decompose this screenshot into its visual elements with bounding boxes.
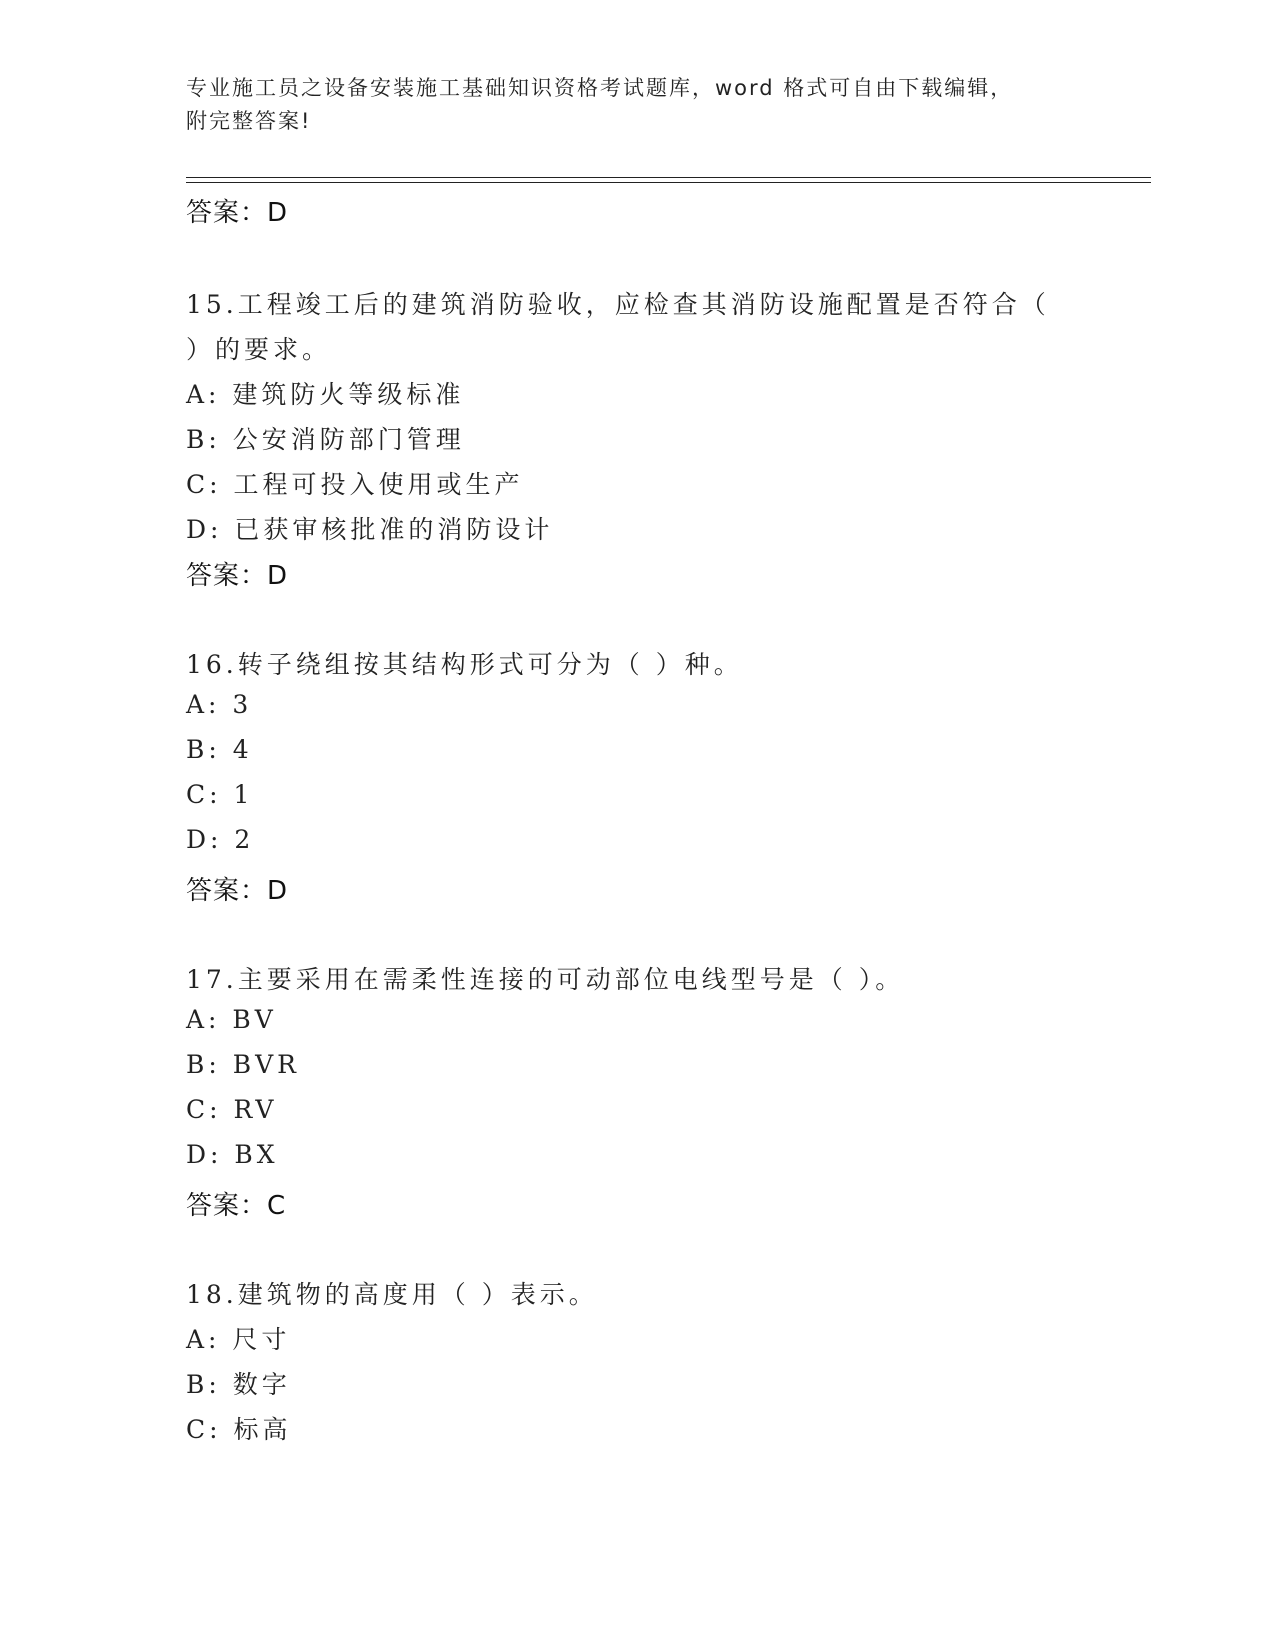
q16-option-d: D: 2 — [186, 825, 255, 854]
q17-option-d: D: BX — [186, 1140, 279, 1169]
q15-option-b: B: 公安消防部门管理 — [186, 425, 465, 454]
prev-answer: 答案：D — [186, 198, 289, 228]
q15-stem-line-2: ）的要求。 — [186, 335, 332, 364]
q15-option-d: D: 已获审核批准的消防设计 — [186, 515, 554, 544]
q17-option-c: C: RV — [186, 1095, 278, 1124]
q15-answer: 答案：D — [186, 561, 289, 591]
header-rule-bottom — [186, 182, 1151, 183]
q16-option-b: B: 4 — [186, 735, 253, 764]
q15-option-c: C: 工程可投入使用或生产 — [186, 470, 524, 499]
q17-stem: 17.主要采用在需柔性连接的可动部位电线型号是（ ）。 — [186, 965, 905, 994]
document-header — [186, 72, 1086, 138]
q18-option-b: B: 数字 — [186, 1370, 291, 1399]
q16-stem: 16.转子绕组按其结构形式可分为（ ）种。 — [186, 650, 743, 679]
q17-option-b: B: BVR — [186, 1050, 300, 1079]
header-rule-top — [186, 177, 1151, 178]
q18-stem: 18.建筑物的高度用（ ）表示。 — [186, 1280, 598, 1309]
q16-answer: 答案：D — [186, 876, 289, 906]
q15-option-a: A: 建筑防火等级标准 — [186, 380, 465, 409]
q15-stem-line-1: 15.工程竣工后的建筑消防验收，应检查其消防设施配置是否符合（ — [186, 290, 1050, 319]
q17-option-a: A: BV — [186, 1005, 277, 1034]
header-line-1: 专业施工员之设备安装施工基础知识资格考试题库，word 格式可自由下载编辑， — [186, 76, 1014, 100]
header-line-2: 附完整答案! — [186, 109, 312, 133]
q18-option-c: C: 标高 — [186, 1415, 292, 1444]
q16-option-a: A: 3 — [186, 690, 253, 719]
q16-option-c: C: 1 — [186, 780, 254, 809]
q18-option-a: A: 尺寸 — [186, 1325, 291, 1354]
q17-answer: 答案：C — [186, 1191, 287, 1221]
